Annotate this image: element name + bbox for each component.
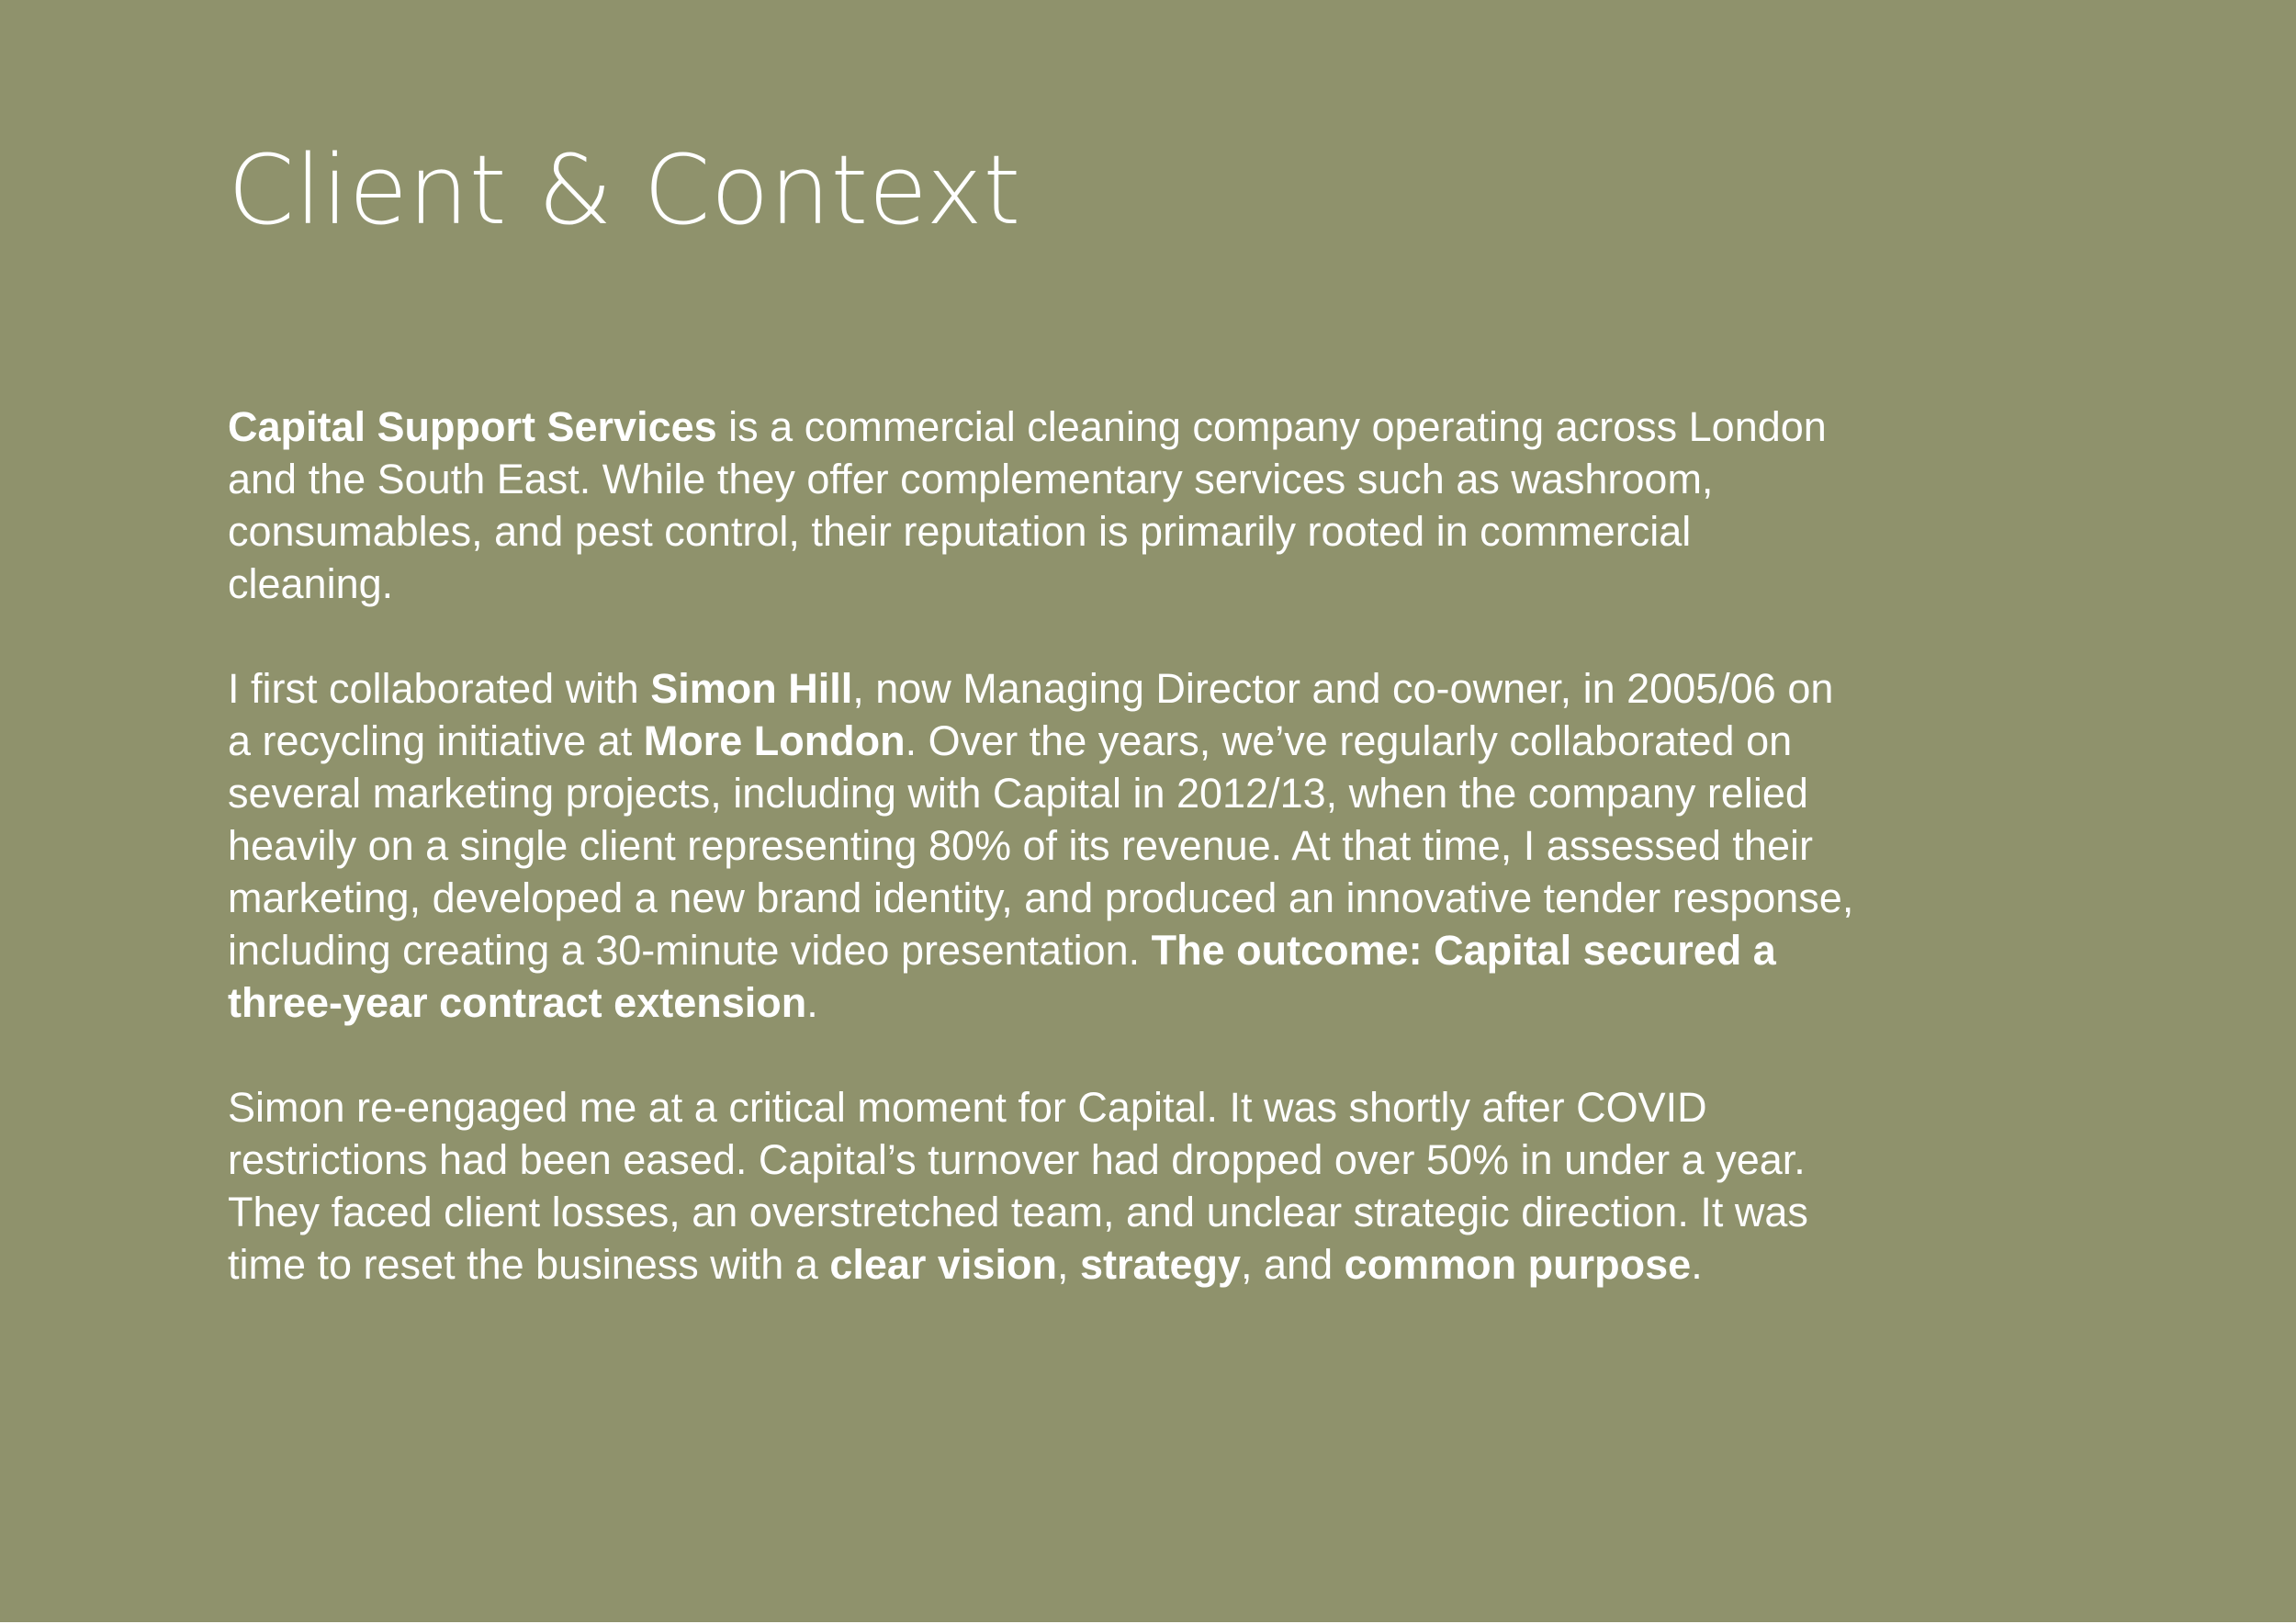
text-segment: , <box>1056 1241 1080 1288</box>
text-segment: , and <box>1241 1241 1345 1288</box>
text-segment: , now Managing Director and co-owner, in 2005/06 on a recycling initiative at <box>228 665 1834 764</box>
person-name: Simon Hill <box>650 665 853 712</box>
text-segment: . <box>806 979 818 1026</box>
page-title: Client & Context <box>228 134 1021 246</box>
highlight-common-purpose: common purpose <box>1344 1241 1692 1288</box>
body-text <box>228 400 1863 1343</box>
outcome-highlight: The outcome: Capital secured a three-year contract extension <box>228 927 1776 1026</box>
highlight-clear-vision: clear vision <box>829 1241 1057 1288</box>
text-segment: . <box>1691 1241 1703 1288</box>
text-segment: I first collaborated with <box>228 665 651 712</box>
highlight-strategy: strategy <box>1079 1241 1242 1288</box>
paragraph-history <box>228 662 1863 1029</box>
paragraph-reengagement <box>228 1081 1863 1291</box>
text-segment: is a commercial cleaning company operating across London and the South East. While they offer complementary services such as washroom, consumables, and pest control, their reputation is primarily rooted in commercial cleaning. <box>228 403 1827 607</box>
text-segment: . Over the years, we’ve regularly collaborated on several marketing projects, including with Capital in 2012/13, when the company relied heavily on a single client representing 80% of its revenue. At that time, I assessed their marketing, developed a new brand identity, and produced an innovative tender response, including creating a 30-minute video presentation. <box>228 717 1854 974</box>
company-name: Capital Support Services <box>228 403 717 450</box>
paragraph-company-overview <box>228 400 1863 610</box>
location-name: More London <box>643 717 906 764</box>
text-segment: Simon re-engaged me at a critical moment for Capital. It was shortly after COVID restrictions had been eased. Capital’s turnover had dropped over 50% in under a year. They faced client losses, an overstretched team, and unclear strategic direction. It was time to reset the business with a <box>228 1084 1808 1288</box>
